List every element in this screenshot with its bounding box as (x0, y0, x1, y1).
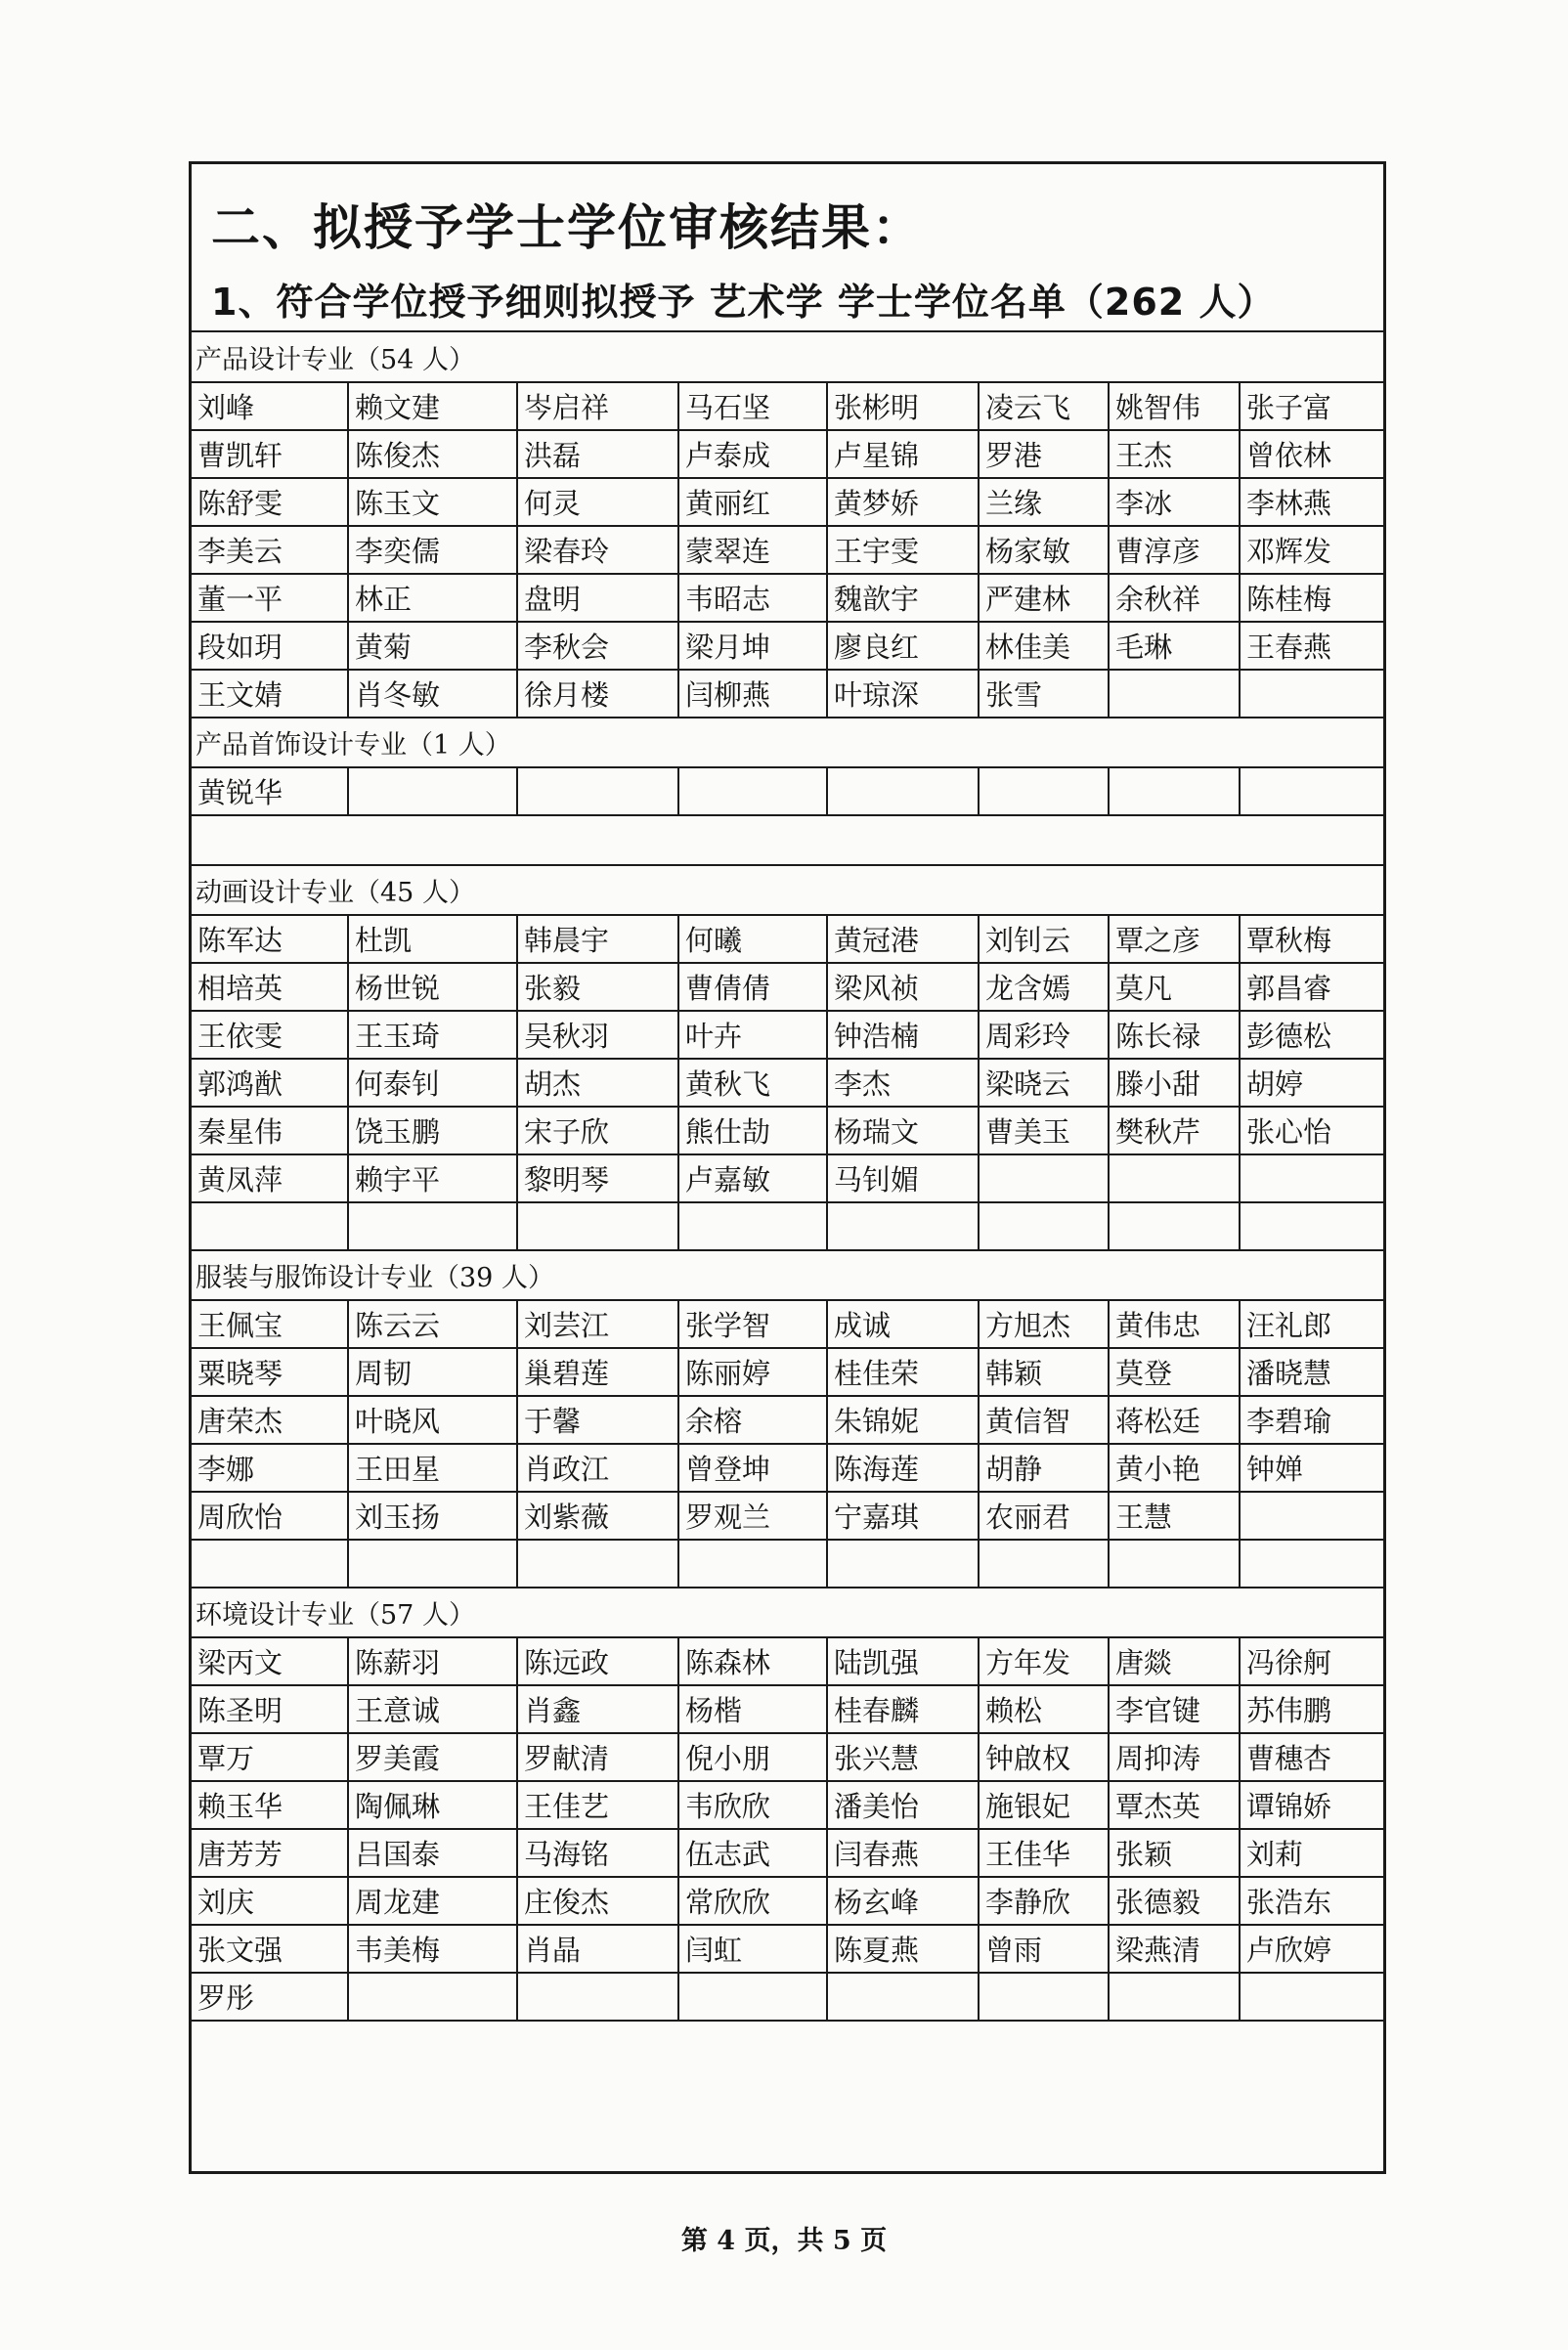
major-header-row (192, 865, 1383, 915)
name-cell: 毛琳 (1109, 622, 1240, 670)
name-cell (979, 1973, 1109, 2021)
name-cell: 张颖 (1109, 1829, 1240, 1877)
name-cell: 何泰钊 (348, 1059, 517, 1107)
name-cell (517, 1540, 678, 1588)
name-cell (348, 1973, 517, 2021)
name-cell: 宁嘉琪 (827, 1492, 979, 1540)
name-cell: 刘庆 (192, 1877, 348, 1925)
name-cell: 彭德松 (1240, 1011, 1383, 1059)
name-cell: 苏伟鹏 (1240, 1685, 1383, 1733)
name-cell: 张文强 (192, 1925, 348, 1973)
name-cell: 黄信智 (979, 1396, 1109, 1444)
name-cell: 邓辉发 (1240, 526, 1383, 574)
name-cell: 卢嘉敏 (678, 1154, 827, 1202)
name-cell: 罗美霞 (348, 1733, 517, 1781)
name-cell (1240, 1154, 1383, 1202)
name-cell: 陈云云 (348, 1300, 517, 1348)
name-cell: 周抑涛 (1109, 1733, 1240, 1781)
name-cell: 卢泰成 (678, 430, 827, 478)
name-cell: 杜凯 (348, 915, 517, 963)
name-cell: 巢碧莲 (517, 1348, 678, 1396)
name-cell: 黄冠港 (827, 915, 979, 963)
name-cell: 刘芸江 (517, 1300, 678, 1348)
major-header-row (192, 332, 1383, 382)
name-cell: 滕小甜 (1109, 1059, 1240, 1107)
name-cell: 何灵 (517, 478, 678, 526)
name-cell: 廖良红 (827, 622, 979, 670)
name-cell: 张雪 (979, 670, 1109, 718)
name-cell (348, 1202, 517, 1250)
name-row (192, 1733, 1383, 1781)
name-cell: 樊秋芹 (1109, 1107, 1240, 1154)
name-cell: 钟啟权 (979, 1733, 1109, 1781)
name-row (192, 1973, 1383, 2021)
name-cell: 凌云飞 (979, 382, 1109, 430)
name-row (192, 1396, 1383, 1444)
name-cell: 梁丙文 (192, 1637, 348, 1685)
name-cell: 何曦 (678, 915, 827, 963)
name-cell (1109, 1154, 1240, 1202)
name-cell (1109, 1540, 1240, 1588)
name-cell (979, 1154, 1109, 1202)
name-cell: 粟晓琴 (192, 1348, 348, 1396)
name-cell: 周欣怡 (192, 1492, 348, 1540)
name-cell: 李美云 (192, 526, 348, 574)
name-cell: 成诚 (827, 1300, 979, 1348)
name-cell: 罗港 (979, 430, 1109, 478)
name-cell (517, 1202, 678, 1250)
name-cell (678, 1202, 827, 1250)
name-cell: 张心怡 (1240, 1107, 1383, 1154)
name-cell: 李碧瑜 (1240, 1396, 1383, 1444)
name-cell: 黄秋飞 (678, 1059, 827, 1107)
name-cell: 曹穗杏 (1240, 1733, 1383, 1781)
name-cell: 常欣欣 (678, 1877, 827, 1925)
name-cell (979, 1202, 1109, 1250)
name-cell: 余秋祥 (1109, 574, 1240, 622)
name-cell: 黄伟忠 (1109, 1300, 1240, 1348)
name-cell (1109, 1202, 1240, 1250)
name-cell: 黄丽红 (678, 478, 827, 526)
name-cell: 李冰 (1109, 478, 1240, 526)
major-title: 环境设计专业（57 人） (192, 1588, 1383, 1637)
name-cell: 肖冬敏 (348, 670, 517, 718)
name-cell: 陈长禄 (1109, 1011, 1240, 1059)
name-row (192, 478, 1383, 526)
name-cell: 闫春燕 (827, 1829, 979, 1877)
name-cell: 盘明 (517, 574, 678, 622)
name-cell (1240, 1492, 1383, 1540)
name-cell: 肖晶 (517, 1925, 678, 1973)
name-cell: 周龙建 (348, 1877, 517, 1925)
name-cell: 伍志武 (678, 1829, 827, 1877)
major-title: 服装与服饰设计专业（39 人） (192, 1250, 1383, 1300)
list-heading: 1、符合学位授予细则拟授予 艺术学 学士学位名单（262 人） (211, 281, 1276, 324)
name-cell: 陆凯强 (827, 1637, 979, 1685)
name-cell: 钟婵 (1240, 1444, 1383, 1492)
name-cell: 曾登坤 (678, 1444, 827, 1492)
name-cell: 卢星锦 (827, 430, 979, 478)
name-cell: 刘紫薇 (517, 1492, 678, 1540)
major-title: 产品设计专业（54 人） (192, 332, 1383, 382)
name-cell: 李娜 (192, 1444, 348, 1492)
name-row (192, 1829, 1383, 1877)
name-cell: 闫柳燕 (678, 670, 827, 718)
name-cell: 王慧 (1109, 1492, 1240, 1540)
name-cell: 韩晨宇 (517, 915, 678, 963)
name-cell (827, 1973, 979, 2021)
name-cell: 杨世锐 (348, 963, 517, 1011)
name-cell: 徐月楼 (517, 670, 678, 718)
name-cell: 马石坚 (678, 382, 827, 430)
name-cell: 刘峰 (192, 382, 348, 430)
name-cell: 王玉琦 (348, 1011, 517, 1059)
name-cell (1240, 1973, 1383, 2021)
name-cell: 李林燕 (1240, 478, 1383, 526)
name-cell: 罗献清 (517, 1733, 678, 1781)
name-cell: 董一平 (192, 574, 348, 622)
name-cell: 陶佩琳 (348, 1781, 517, 1829)
name-cell: 冯徐舸 (1240, 1637, 1383, 1685)
name-cell: 胡杰 (517, 1059, 678, 1107)
name-cell: 陈桂梅 (1240, 574, 1383, 622)
name-cell: 杨瑞文 (827, 1107, 979, 1154)
name-cell: 曹倩倩 (678, 963, 827, 1011)
name-cell: 马海铭 (517, 1829, 678, 1877)
name-cell: 王佳华 (979, 1829, 1109, 1877)
name-cell: 黄菊 (348, 622, 517, 670)
name-row (192, 1444, 1383, 1492)
name-cell (827, 1540, 979, 1588)
name-cell (1240, 767, 1383, 815)
name-cell: 周韧 (348, 1348, 517, 1396)
name-cell: 李秋会 (517, 622, 678, 670)
name-cell: 洪磊 (517, 430, 678, 478)
name-cell: 林佳美 (979, 622, 1109, 670)
name-cell (192, 1540, 348, 1588)
name-cell: 莫登 (1109, 1348, 1240, 1396)
name-cell: 桂春麟 (827, 1685, 979, 1733)
name-cell: 兰缘 (979, 478, 1109, 526)
name-cell: 梁风祯 (827, 963, 979, 1011)
name-cell: 莫凡 (1109, 963, 1240, 1011)
name-cell: 梁月坤 (678, 622, 827, 670)
name-cell: 潘晓慧 (1240, 1348, 1383, 1396)
name-row (192, 1685, 1383, 1733)
name-cell: 朱锦妮 (827, 1396, 979, 1444)
name-cell: 饶玉鹏 (348, 1107, 517, 1154)
name-row (192, 1781, 1383, 1829)
name-cell: 李奕儒 (348, 526, 517, 574)
name-cell: 张浩东 (1240, 1877, 1383, 1925)
name-cell: 陈夏燕 (827, 1925, 979, 1973)
name-cell: 张学智 (678, 1300, 827, 1348)
name-cell: 张子富 (1240, 382, 1383, 430)
name-cell: 杨玄峰 (827, 1877, 979, 1925)
name-cell: 胡静 (979, 1444, 1109, 1492)
name-cell: 王佩宝 (192, 1300, 348, 1348)
name-cell: 王文婧 (192, 670, 348, 718)
section-heading: 二、拟授予学士学位审核结果： (211, 199, 923, 256)
name-cell: 唐荣杰 (192, 1396, 348, 1444)
name-row (192, 670, 1383, 718)
name-row (192, 622, 1383, 670)
name-cell (678, 1540, 827, 1588)
name-cell (1109, 767, 1240, 815)
name-row (192, 1637, 1383, 1685)
name-cell: 梁燕清 (1109, 1925, 1240, 1973)
blank-cell (192, 815, 1383, 865)
name-cell: 叶晓风 (348, 1396, 517, 1444)
name-row (192, 382, 1383, 430)
name-cell: 潘美怡 (827, 1781, 979, 1829)
name-cell (517, 1973, 678, 2021)
name-cell: 谭锦娇 (1240, 1781, 1383, 1829)
name-cell: 桂佳荣 (827, 1348, 979, 1396)
name-cell: 黎明琴 (517, 1154, 678, 1202)
heading-block (192, 164, 1383, 332)
name-cell: 施银妃 (979, 1781, 1109, 1829)
name-cell: 赖松 (979, 1685, 1109, 1733)
name-cell: 梁晓云 (979, 1059, 1109, 1107)
name-cell: 陈圣明 (192, 1685, 348, 1733)
name-cell: 曹淳彦 (1109, 526, 1240, 574)
name-cell: 罗彤 (192, 1973, 348, 2021)
name-cell: 卢欣婷 (1240, 1925, 1383, 1973)
name-cell: 岑启祥 (517, 382, 678, 430)
name-cell (979, 767, 1109, 815)
name-row (192, 1059, 1383, 1107)
name-cell: 韦昭志 (678, 574, 827, 622)
name-cell: 王依雯 (192, 1011, 348, 1059)
name-cell: 韦欣欣 (678, 1781, 827, 1829)
name-cell (678, 767, 827, 815)
name-cell: 胡婷 (1240, 1059, 1383, 1107)
name-cell: 李杰 (827, 1059, 979, 1107)
name-cell: 梁春玲 (517, 526, 678, 574)
name-cell: 张兴慧 (827, 1733, 979, 1781)
name-cell: 刘莉 (1240, 1829, 1383, 1877)
name-row (192, 1877, 1383, 1925)
name-cell: 罗观兰 (678, 1492, 827, 1540)
name-cell (1240, 1540, 1383, 1588)
name-cell: 秦星伟 (192, 1107, 348, 1154)
name-cell (517, 767, 678, 815)
name-cell: 王春燕 (1240, 622, 1383, 670)
results-sheet (189, 161, 1386, 2174)
name-row (192, 1348, 1383, 1396)
name-cell: 陈海莲 (827, 1444, 979, 1492)
name-cell (1109, 670, 1240, 718)
name-cell: 姚智伟 (1109, 382, 1240, 430)
name-cell: 刘玉扬 (348, 1492, 517, 1540)
name-row (192, 1925, 1383, 1973)
name-cell: 严建林 (979, 574, 1109, 622)
name-cell: 韩颖 (979, 1348, 1109, 1396)
name-cell: 王意诚 (348, 1685, 517, 1733)
name-row (192, 574, 1383, 622)
name-cell: 于馨 (517, 1396, 678, 1444)
blank-row (192, 815, 1383, 865)
name-row (192, 1107, 1383, 1154)
name-row (192, 526, 1383, 574)
name-cell: 唐芳芳 (192, 1829, 348, 1877)
name-cell: 倪小朋 (678, 1733, 827, 1781)
major-title: 动画设计专业（45 人） (192, 865, 1383, 915)
name-cell: 赖玉华 (192, 1781, 348, 1829)
name-cell: 黄凤萍 (192, 1154, 348, 1202)
name-cell: 陈玉文 (348, 478, 517, 526)
name-cell: 叶卉 (678, 1011, 827, 1059)
name-cell: 刘钊云 (979, 915, 1109, 963)
name-cell (348, 1540, 517, 1588)
name-cell: 覃杰英 (1109, 1781, 1240, 1829)
name-row (192, 1011, 1383, 1059)
name-row (192, 430, 1383, 478)
name-cell: 闫虹 (678, 1925, 827, 1973)
name-cell (1240, 670, 1383, 718)
name-cell: 唐燚 (1109, 1637, 1240, 1685)
name-cell: 陈远政 (517, 1637, 678, 1685)
name-cell: 王宇雯 (827, 526, 979, 574)
name-cell: 李官键 (1109, 1685, 1240, 1733)
name-cell: 黄锐华 (192, 767, 348, 815)
name-cell: 王杰 (1109, 430, 1240, 478)
name-cell: 张德毅 (1109, 1877, 1240, 1925)
name-cell: 吴秋羽 (517, 1011, 678, 1059)
name-cell: 宋子欣 (517, 1107, 678, 1154)
name-cell: 杨家敏 (979, 526, 1109, 574)
name-cell: 农丽君 (979, 1492, 1109, 1540)
name-cell (979, 1540, 1109, 1588)
name-cell: 郭鸿猷 (192, 1059, 348, 1107)
name-cell: 陈俊杰 (348, 430, 517, 478)
name-row (192, 1154, 1383, 1202)
name-cell: 曾依林 (1240, 430, 1383, 478)
name-cell: 陈丽婷 (678, 1348, 827, 1396)
page-number: 第 4 页，共 5 页 (680, 2226, 888, 2256)
name-cell: 王田星 (348, 1444, 517, 1492)
name-row (192, 1300, 1383, 1348)
name-cell: 肖鑫 (517, 1685, 678, 1733)
name-cell: 曹美玉 (979, 1107, 1109, 1154)
name-cell: 熊仕劼 (678, 1107, 827, 1154)
major-header-row (192, 1588, 1383, 1637)
name-cell (1240, 1202, 1383, 1250)
name-cell: 钟浩楠 (827, 1011, 979, 1059)
name-cell: 陈森林 (678, 1637, 827, 1685)
name-cell: 方年发 (979, 1637, 1109, 1685)
name-cell: 魏歆宇 (827, 574, 979, 622)
name-cell: 方旭杰 (979, 1300, 1109, 1348)
name-row (192, 963, 1383, 1011)
name-cell: 杨楷 (678, 1685, 827, 1733)
name-cell (827, 767, 979, 815)
major-header-row (192, 1250, 1383, 1300)
degree-list-table (192, 332, 1383, 2022)
name-cell: 赖文建 (348, 382, 517, 430)
name-cell: 马钊媚 (827, 1154, 979, 1202)
name-cell: 黄梦娇 (827, 478, 979, 526)
name-cell: 陈薪羽 (348, 1637, 517, 1685)
name-cell: 郭昌睿 (1240, 963, 1383, 1011)
name-cell: 叶琼深 (827, 670, 979, 718)
name-cell: 林正 (348, 574, 517, 622)
name-cell: 覃之彦 (1109, 915, 1240, 963)
name-cell: 蒋松廷 (1109, 1396, 1240, 1444)
name-cell: 李静欣 (979, 1877, 1109, 1925)
name-cell (348, 767, 517, 815)
name-cell: 张彬明 (827, 382, 979, 430)
name-cell: 赖宇平 (348, 1154, 517, 1202)
name-cell: 黄小艳 (1109, 1444, 1240, 1492)
name-cell: 肖政江 (517, 1444, 678, 1492)
name-cell: 吕国泰 (348, 1829, 517, 1877)
name-cell: 余榕 (678, 1396, 827, 1444)
name-cell: 汪礼郎 (1240, 1300, 1383, 1348)
major-header-row (192, 718, 1383, 767)
name-cell: 张毅 (517, 963, 678, 1011)
name-cell (1109, 1973, 1240, 2021)
name-cell: 龙含嫣 (979, 963, 1109, 1011)
name-cell: 韦美梅 (348, 1925, 517, 1973)
name-cell: 覃万 (192, 1733, 348, 1781)
name-cell (827, 1202, 979, 1250)
name-row (192, 1492, 1383, 1540)
name-row (192, 1540, 1383, 1588)
name-cell: 周彩玲 (979, 1011, 1109, 1059)
name-cell: 陈舒雯 (192, 478, 348, 526)
name-row (192, 915, 1383, 963)
name-cell: 相培英 (192, 963, 348, 1011)
major-title: 产品首饰设计专业（1 人） (192, 718, 1383, 767)
name-row (192, 767, 1383, 815)
name-cell: 曹凯轩 (192, 430, 348, 478)
name-cell: 覃秋梅 (1240, 915, 1383, 963)
name-cell: 段如玥 (192, 622, 348, 670)
name-cell: 庄俊杰 (517, 1877, 678, 1925)
name-cell: 陈军达 (192, 915, 348, 963)
name-row (192, 1202, 1383, 1250)
name-cell: 王佳艺 (517, 1781, 678, 1829)
name-cell: 蒙翠连 (678, 526, 827, 574)
name-cell (678, 1973, 827, 2021)
name-cell: 曾雨 (979, 1925, 1109, 1973)
name-cell (192, 1202, 348, 1250)
